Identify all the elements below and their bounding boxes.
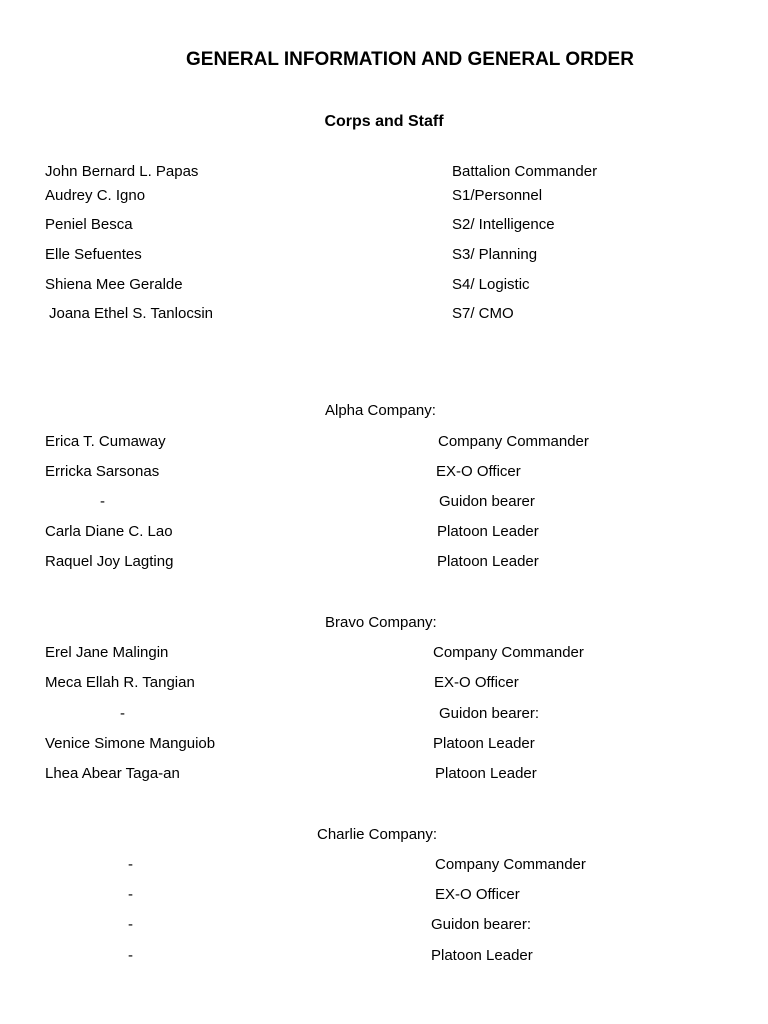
member-role: Company Commander [438,433,589,450]
staff-name: Elle Sefuentes [45,246,142,263]
member-name: Carla Diane C. Lao [45,523,173,540]
member-role: Company Commander [435,856,586,873]
staff-role: S2/ Intelligence [452,216,555,233]
bravo-company-heading: Bravo Company: [325,614,437,631]
member-role: EX-O Officer [435,886,520,903]
member-role: EX-O Officer [436,463,521,480]
member-name: Erica T. Cumaway [45,433,166,450]
member-name: - [128,947,133,964]
member-name: Erricka Sarsonas [45,463,160,480]
staff-name: Shiena Mee Geralde [45,276,183,293]
member-role: Platoon Leader [437,553,539,570]
charlie-company-heading: Charlie Company: [317,826,438,843]
member-role: EX-O Officer [434,674,519,691]
member-name: Erel Jane Malingin [45,644,169,661]
member-name: Lhea Abear Taga-an [45,765,180,782]
member-name: - [100,493,105,510]
member-name: - [128,886,133,903]
staff-name: Audrey C. Igno [45,187,146,204]
document-title: GENERAL INFORMATION AND GENERAL ORDER [186,49,634,70]
staff-role: S3/ Planning [452,246,538,263]
section-subtitle: Corps and Staff [324,113,444,130]
member-role: Guidon bearer: [439,705,540,722]
member-role: Guidon bearer: [431,916,532,933]
member-name: Venice Simone Manguiob [45,735,216,752]
member-name: - [128,856,133,873]
member-role: Company Commander [433,644,584,661]
staff-role: Battalion Commander [452,163,598,180]
staff-role: S7/ CMO [452,305,514,322]
member-role: Platoon Leader [433,735,535,752]
staff-name: John Bernard L. Papas [45,163,199,180]
member-name: - [120,705,125,722]
member-role: Platoon Leader [435,765,537,782]
alpha-company-heading: Alpha Company: [325,402,436,419]
member-name: Meca Ellah R. Tangian [45,674,195,691]
staff-role: S4/ Logistic [452,276,530,293]
member-name: Raquel Joy Lagting [45,553,174,570]
member-role: Platoon Leader [431,947,533,964]
member-name: - [128,916,133,933]
member-role: Guidon bearer [439,493,535,510]
member-role: Platoon Leader [437,523,539,540]
staff-role: S1/Personnel [452,187,543,204]
staff-name: Peniel Besca [45,216,133,233]
staff-name: Joana Ethel S. Tanlocsin [49,305,213,322]
